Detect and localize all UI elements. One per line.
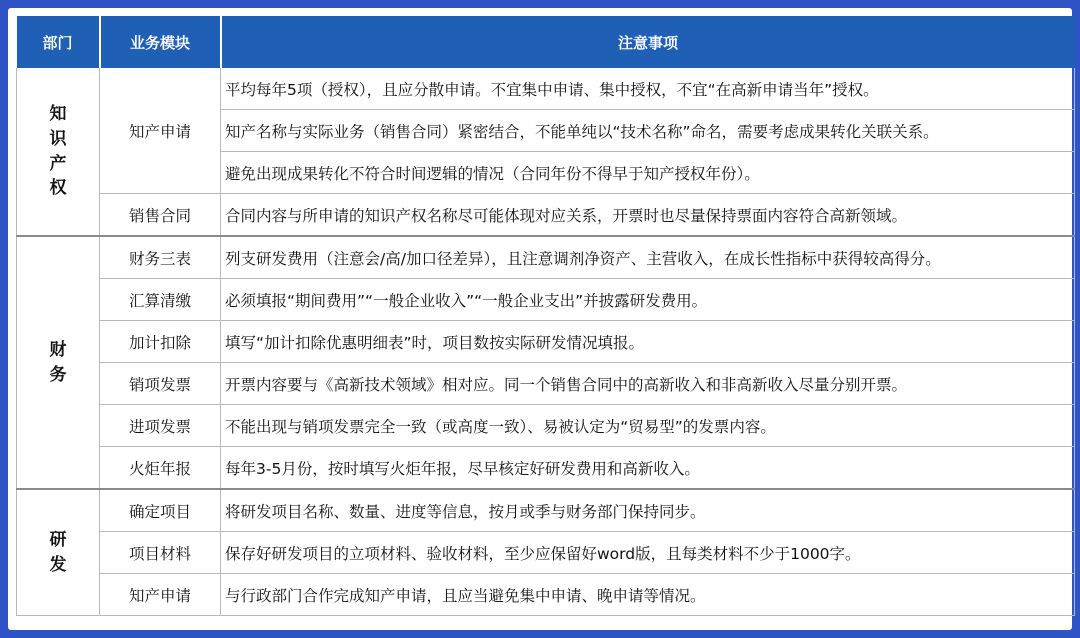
table-row [17, 447, 1075, 490]
note-cell: 与行政部门合作完成知产申请，且应当避免集中申请、晚申请等情况。 [221, 574, 1075, 616]
table-row [17, 321, 1075, 363]
header-notes: 注意事项 [221, 16, 1075, 68]
table-row [17, 405, 1075, 447]
table-row [17, 279, 1075, 321]
module-cell: 销售合同 [100, 194, 221, 237]
note-cell: 保存好研发项目的立项材料、验收材料，至少应保留好word版，且每类材料不少于1000字。 [221, 532, 1075, 574]
note-cell: 避免出现成果转化不符合时间逻辑的情况（合同年份不得早于知产授权年份）。 [221, 152, 1075, 194]
note-cell: 将研发项目名称、数量、进度等信息，按月或季与财务部门保持同步。 [221, 489, 1075, 532]
table-row [17, 194, 1075, 237]
header-dept: 部门 [17, 16, 100, 68]
note-cell: 填写“加计扣除优惠明细表”时，项目数按实际研发情况填报。 [221, 321, 1075, 363]
note-cell: 不能出现与销项发票完全一致（或高度一致）、易被认定为“贸易型”的发票内容。 [221, 405, 1075, 447]
module-cell: 财务三表 [100, 236, 221, 279]
note-cell: 开票内容要与《高新技术领域》相对应。同一个销售合同中的高新收入和非高新收入尽量分别开票。 [221, 363, 1075, 405]
note-cell: 列支研发费用（注意会/高/加口径差异），且注意调剂净资产、主营收入，在成长性指标中获得较高得分。 [221, 236, 1075, 279]
table-frame [8, 8, 1072, 630]
note-cell: 每年3-5月份，按时填写火炬年报，尽早核定好研发费用和高新收入。 [221, 447, 1075, 490]
module-cell: 火炬年报 [100, 447, 221, 490]
module-cell: 进项发票 [100, 405, 221, 447]
table-row [17, 574, 1075, 616]
module-cell: 知产申请 [100, 574, 221, 616]
module-cell: 加计扣除 [100, 321, 221, 363]
module-cell: 销项发票 [100, 363, 221, 405]
note-cell: 必须填报“期间费用”“一般企业收入”“一般企业支出”并披露研发费用。 [221, 279, 1075, 321]
header-module: 业务模块 [100, 16, 221, 68]
dept-cell-rd [17, 489, 100, 616]
dept-cell-finance [17, 236, 100, 489]
module-cell: 确定项目 [100, 489, 221, 532]
dept-label: 知识产权 [49, 104, 67, 199]
note-cell: 平均每年5项（授权），且应分散申请。不宜集中申请、集中授权，不宜“在高新申请当年”授权。 [221, 68, 1075, 110]
note-cell: 知产名称与实际业务（销售合同）紧密结合，不能单纯以“技术名称”命名，需要考虑成果转化关联关系。 [221, 110, 1075, 152]
dept-label: 财务 [49, 339, 67, 385]
notes-table [16, 16, 1075, 616]
module-cell: 知产申请 [100, 68, 221, 194]
table-row [17, 363, 1075, 405]
table-row [17, 489, 1075, 532]
module-cell: 项目材料 [100, 532, 221, 574]
module-cell: 汇算清缴 [100, 279, 221, 321]
table-row [17, 68, 1075, 110]
table-row [17, 532, 1075, 574]
dept-cell-ip [17, 68, 100, 236]
table-row [17, 236, 1075, 279]
note-cell: 合同内容与所申请的知识产权名称尽可能体现对应关系，开票时也尽量保持票面内容符合高新领域。 [221, 194, 1075, 237]
table-header-row [17, 16, 1075, 68]
dept-label: 研发 [49, 529, 67, 575]
